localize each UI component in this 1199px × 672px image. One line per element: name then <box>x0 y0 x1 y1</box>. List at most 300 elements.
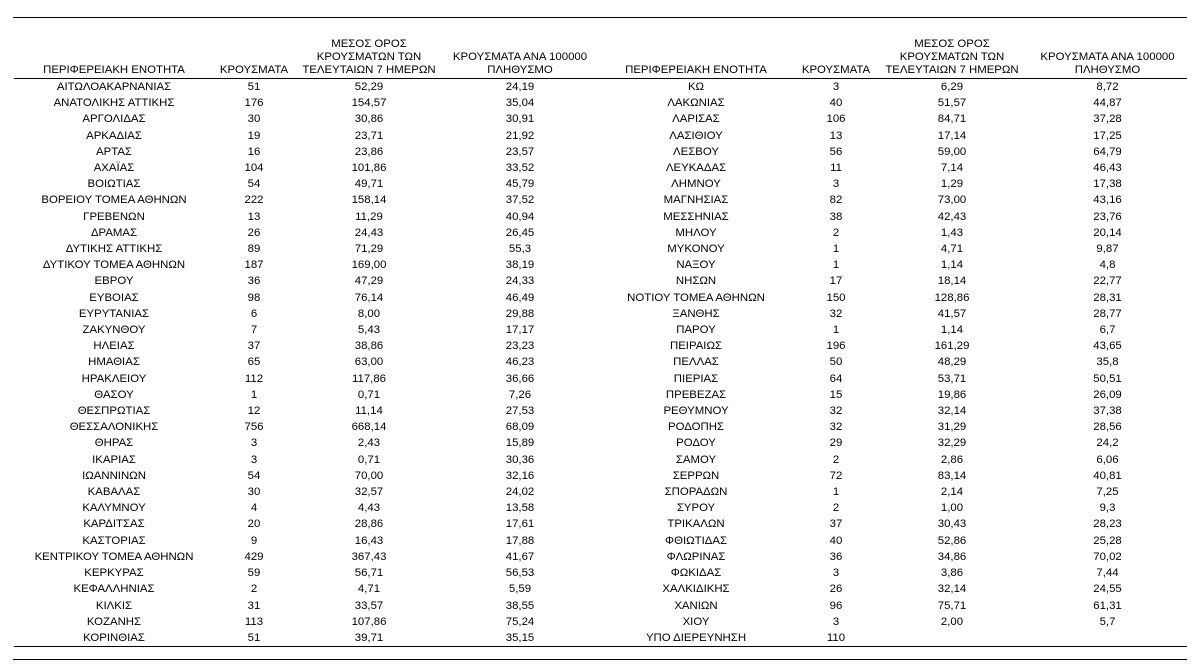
right-cases-cell: 37 <box>829 518 843 531</box>
right-unit-cell: ΠΙΕΡΙΑΣ <box>673 372 719 385</box>
right-per100k-cell: 28,56 <box>1093 421 1122 434</box>
left-per100k-cell: 17,17 <box>505 324 535 337</box>
header-avg-line-1: ΜΕΣΟΣ ΟΡΟΣ <box>914 38 990 50</box>
right-cases-cell: 29 <box>829 437 843 450</box>
left-cases-cell: 89 <box>247 243 261 256</box>
right-avg7-cell: 161,29 <box>934 340 970 353</box>
left-per100k-cell: 27,53 <box>505 405 535 418</box>
left-unit-cell: ΚΟΡΙΝΘΙΑΣ <box>14 630 214 647</box>
left-cases-cell: 187 <box>244 259 264 272</box>
left-cases-cell: 13 <box>247 210 261 223</box>
left-cases-cell: 6 <box>250 307 258 320</box>
left-avg7-cell: 23,71 <box>354 129 384 142</box>
right-per100k-cell: 35,8 <box>1096 356 1119 369</box>
right-avg7-cell: 2,00 <box>940 615 964 628</box>
right-avg7-cell: 32,29 <box>937 437 967 450</box>
right-avg7-cell: 1,29 <box>940 178 964 191</box>
table-row <box>14 128 1187 144</box>
right-per100k-cell: 44,87 <box>1093 97 1122 110</box>
left-unit-cell: ΔΥΤΙΚΟΥ ΤΟΜΕΑ ΑΘΗΝΩΝ <box>42 259 186 272</box>
right-per100k-cell: 9,3 <box>1099 502 1116 515</box>
right-per100k-cell: 70,02 <box>1093 550 1122 563</box>
right-avg7-cell: 32,14 <box>937 583 967 596</box>
left-unit-cell: ΚΕΦΑΛΛΗΝΙΑΣ <box>73 583 155 596</box>
right-unit-cell: ΝΗΣΩΝ <box>675 275 717 288</box>
right-avg7-cell: 48,29 <box>937 356 967 369</box>
left-unit-cell: ΔΥΤΙΚΗΣ ΑΤΤΙΚΗΣ <box>65 243 163 256</box>
left-avg7-cell: 33,57 <box>354 599 384 612</box>
right-cases-cell: 1 <box>832 324 840 337</box>
left-cases-cell: 3 <box>250 437 258 450</box>
left-avg7-cell: 23,86 <box>354 145 384 158</box>
header-per100k-line-2: ΠΛΗΘΥΣΜΟ <box>1074 64 1141 76</box>
left-avg7-cell: 154,57 <box>351 97 387 110</box>
right-unit-cell: ΧΑΛΚΙΔΙΚΗΣ <box>662 583 730 596</box>
left-unit-cell: ΙΚΑΡΙΑΣ <box>92 453 136 466</box>
header-unit-right: ΠΕΡΙΦΕΡΕΙΑΚΗ ΕΝΟΤΗΤΑ <box>596 26 796 79</box>
left-cases-cell: 26 <box>247 226 261 239</box>
left-avg7-cell: 47,29 <box>354 275 384 288</box>
right-unit-cell: ΡΟΔΟΠΗΣ <box>668 421 724 434</box>
left-unit-cell: ΔΡΑΜΑΣ <box>90 226 138 239</box>
left-avg7-cell: 30,86 <box>354 113 384 126</box>
left-cases-cell: 3 <box>250 453 258 466</box>
right-avg7-cell: 1,14 <box>940 259 964 272</box>
left-per100k-cell: 30,91 <box>505 113 535 126</box>
right-avg7-cell: 3,86 <box>940 567 964 580</box>
right-cases-cell: 3 <box>832 567 840 580</box>
right-cases-cell: 40 <box>829 97 843 110</box>
left-avg7-cell: 2,43 <box>357 437 381 450</box>
right-per100k-cell: 20,14 <box>1093 226 1122 239</box>
header-avg-line-3: ΤΕΛΕΥΤΑΙΩΝ 7 ΗΜΕΡΩΝ <box>885 64 1019 76</box>
right-unit-cell: ΧΙΟΥ <box>682 615 710 628</box>
left-unit-cell: ΚΕΡΚΥΡΑΣ <box>84 567 144 580</box>
left-cases-cell: 112 <box>244 372 264 385</box>
table-body <box>14 79 1187 647</box>
right-cases-cell: 2 <box>832 226 840 239</box>
header-unit-left: ΠΕΡΙΦΕΡΕΙΑΚΗ ΕΝΟΤΗΤΑ <box>14 26 214 79</box>
table-row <box>14 581 1187 597</box>
left-avg7-cell: 117,86 <box>352 372 386 385</box>
left-cases-cell: 12 <box>247 405 261 418</box>
header-avg-line-3: ΤΕΛΕΥΤΑΙΩΝ 7 ΗΜΕΡΩΝ <box>302 64 436 76</box>
left-cases-cell: 756 <box>244 421 264 434</box>
table-row <box>14 419 1187 435</box>
left-avg7-cell: 158,14 <box>351 194 387 207</box>
left-unit-cell: ΙΩΑΝΝΙΝΩΝ <box>82 469 146 482</box>
table-row <box>14 144 1187 160</box>
left-unit-cell: ΕΥΡΥΤΑΝΙΑΣ <box>78 307 150 320</box>
left-unit-cell: ΑΡΓΟΛΙΔΑΣ <box>82 113 146 126</box>
left-unit-cell: ΑΝΑΤΟΛΙΚΗΣ ΑΤΤΙΚΗΣ <box>53 97 175 110</box>
table-row <box>14 290 1187 306</box>
left-avg7-cell: 668,14 <box>351 421 387 434</box>
right-unit-cell: ΧΑΝΙΩΝ <box>674 599 718 612</box>
right-unit-cell: ΛΕΣΒΟΥ <box>673 145 719 158</box>
left-per100k-cell: 24,33 <box>505 275 535 288</box>
left-per100k-cell: 36,66 <box>505 372 535 385</box>
left-unit-cell: ΚΑΒΑΛΑΣ <box>87 486 141 499</box>
right-unit-cell: ΚΩ <box>687 81 705 93</box>
left-cases-cell: 54 <box>247 178 261 191</box>
right-unit-cell: ΣΕΡΡΩΝ <box>672 469 720 482</box>
right-per100k-cell: 5,7 <box>1099 615 1116 628</box>
right-avg7-cell: 59,00 <box>937 145 967 158</box>
right-cases-cell: 32 <box>829 307 843 320</box>
left-per100k-cell: 37,52 <box>505 194 535 207</box>
left-per100k-cell: 24,02 <box>505 486 535 499</box>
right-cases-cell: 1 <box>832 259 840 272</box>
right-avg7-cell: 84,71 <box>937 113 967 126</box>
header-per100k-line-2: ΠΛΗΘΥΣΜΟ <box>487 64 553 76</box>
right-unit-cell: ΠΕΛΛΑΣ <box>673 356 719 369</box>
left-per100k-cell: 17,61 <box>505 518 535 531</box>
left-avg7-cell: 8,00 <box>357 307 381 320</box>
table-row <box>14 225 1187 241</box>
left-avg7-cell: 28,86 <box>354 518 384 531</box>
right-unit-cell: ΡΕΘΥΜΝΟΥ <box>663 405 729 418</box>
right-per100k-cell: 7,44 <box>1096 567 1119 580</box>
right-avg7-cell: 75,71 <box>937 599 967 612</box>
left-per100k-cell: 26,45 <box>505 226 535 239</box>
table-row <box>14 484 1187 500</box>
table-row <box>14 176 1187 192</box>
left-avg7-cell: 16,43 <box>354 534 384 547</box>
left-unit-cell: ΒΟΡΕΙΟΥ ΤΟΜΕΑ ΑΘΗΝΩΝ <box>41 194 187 207</box>
table-row <box>14 192 1187 208</box>
left-per100k-cell: 7,26 <box>508 388 532 401</box>
regional-cases-table <box>14 26 1187 647</box>
left-unit-cell: ΑΙΤΩΛΟΑΚΑΡΝΑΝΙΑΣ <box>56 81 172 93</box>
table-row <box>14 306 1187 322</box>
left-avg7-cell: 0,71 <box>357 388 381 401</box>
right-unit-cell: ΡΟΔΟΥ <box>676 437 716 450</box>
left-cases-cell: 9 <box>250 534 258 547</box>
left-avg7-cell: 101,86 <box>351 162 387 175</box>
right-avg7-cell: 6,29 <box>940 81 964 93</box>
right-cases-cell: 72 <box>829 469 843 482</box>
left-avg7-cell: 56,71 <box>354 567 384 580</box>
right-avg7-cell: 1,43 <box>940 226 964 239</box>
table-row <box>14 614 1187 630</box>
right-unit-cell: ΝΟΤΙΟΥ ΤΟΜΕΑ ΑΘΗΝΩΝ <box>627 291 765 304</box>
right-cases-cell: 32 <box>829 405 843 418</box>
left-unit-cell: ΒΟΙΩΤΙΑΣ <box>87 178 141 191</box>
left-avg7-cell: 5,43 <box>357 324 381 337</box>
right-unit-cell: ΣΥΡΟΥ <box>676 502 716 515</box>
left-cases-cell: 19 <box>247 129 261 142</box>
right-cases-cell: 196 <box>826 340 846 353</box>
header-avg-right <box>876 26 1028 79</box>
left-avg7-cell: 63,00 <box>354 356 384 369</box>
left-avg7-cell: 169,00 <box>351 259 387 272</box>
right-cases-cell: 106 <box>826 113 846 126</box>
left-cases-cell: 31 <box>247 599 261 612</box>
right-unit-cell: ΤΡΙΚΑΛΩΝ <box>667 518 725 531</box>
left-avg7-cell: 0,71 <box>357 453 381 466</box>
right-cases-cell: 3 <box>832 178 840 191</box>
right-per100k-cell: 61,31 <box>1093 599 1122 612</box>
left-avg7-cell: 11,14 <box>355 405 383 418</box>
left-avg7-cell: 52,29 <box>354 81 384 93</box>
right-avg7-cell: 18,14 <box>937 275 967 288</box>
right-avg7-cell: 30,43 <box>937 518 967 531</box>
right-avg7-cell: 4,71 <box>940 243 964 256</box>
table-row <box>14 354 1187 370</box>
right-unit-cell: ΥΠΟ ΔΙΕΡΕΥΝΗΣΗ <box>596 630 796 647</box>
right-unit-cell: ΛΑΡΙΣΑΣ <box>672 113 720 126</box>
right-cases-cell: 17 <box>829 275 843 288</box>
right-unit-cell: ΜΕΣΣΗΝΙΑΣ <box>663 210 729 223</box>
right-per100k-cell: 43,65 <box>1093 340 1122 353</box>
table-row <box>14 500 1187 516</box>
right-avg7-cell: 7,14 <box>940 162 964 175</box>
right-avg7-cell: 2,86 <box>940 453 964 466</box>
right-unit-cell: ΝΑΞΟΥ <box>676 259 716 272</box>
right-cases-cell: 3 <box>832 81 840 93</box>
left-per100k-cell: 21,92 <box>505 129 535 142</box>
right-unit-cell: ΠΑΡΟΥ <box>676 324 716 337</box>
right-unit-cell: ΣΑΜΟΥ <box>675 453 717 466</box>
right-per100k-cell: 28,77 <box>1093 307 1122 320</box>
right-cases-cell: 1 <box>832 243 840 256</box>
table-row <box>14 533 1187 549</box>
left-per100k-cell: 5,59 <box>508 583 532 596</box>
right-per100k-cell: 24,55 <box>1093 583 1122 596</box>
right-per100k-cell <box>1028 630 1187 647</box>
bottom-rule <box>13 659 1187 660</box>
top-rule <box>13 17 1187 18</box>
left-unit-cell: ΑΧΑΪΑΣ <box>93 162 135 175</box>
header-per100k-line-1: ΚΡΟΥΣΜΑΤΑ ΑΝΑ 100000 <box>1040 51 1175 63</box>
header-per100k-line-1: ΚΡΟΥΣΜΑΤΑ ΑΝΑ 100000 <box>452 51 588 63</box>
left-cases-cell: 37 <box>247 340 261 353</box>
table-row <box>14 435 1187 451</box>
right-per100k-cell: 6,7 <box>1099 324 1116 337</box>
right-per100k-cell: 28,31 <box>1093 291 1122 304</box>
right-per100k-cell: 28,23 <box>1093 518 1122 531</box>
left-unit-cell: ΗΡΑΚΛΕΙΟΥ <box>81 372 147 385</box>
left-per100k-cell: 45,79 <box>505 178 535 191</box>
left-unit-cell: ΕΒΡΟΥ <box>94 275 134 288</box>
header-cases-left: ΚΡΟΥΣΜΑΤΑ <box>214 26 294 79</box>
right-cases-cell: 110 <box>796 630 876 647</box>
right-avg7-cell: 2,14 <box>940 486 964 499</box>
right-cases-cell: 150 <box>826 291 846 304</box>
right-unit-cell: ΦΩΚΙΔΑΣ <box>670 567 722 580</box>
right-unit-cell: ΛΕΥΚΑΔΑΣ <box>665 162 727 175</box>
left-avg7-cell: 71,29 <box>354 243 384 256</box>
left-per100k-cell: 38,19 <box>505 259 535 272</box>
right-unit-cell: ΛΗΜΝΟΥ <box>671 178 721 191</box>
left-per100k-cell: 35,15 <box>444 630 596 647</box>
left-unit-cell: ΖΑΚΥΝΘΟΥ <box>82 324 146 337</box>
right-avg7-cell: 34,86 <box>937 550 967 563</box>
right-avg7-cell: 51,57 <box>937 97 967 110</box>
left-per100k-cell: 24,19 <box>505 81 535 93</box>
right-unit-cell: ΜΗΛΟΥ <box>675 226 717 239</box>
right-unit-cell: ΛΑΚΩΝΙΑΣ <box>667 97 725 110</box>
right-avg7-cell: 52,86 <box>937 534 967 547</box>
left-cases-cell: 2 <box>250 583 258 596</box>
left-per100k-cell: 41,67 <box>505 550 535 563</box>
table-row <box>14 516 1187 532</box>
left-avg7-cell: 38,86 <box>354 340 384 353</box>
right-unit-cell: ΦΛΩΡΙΝΑΣ <box>666 550 726 563</box>
right-unit-cell: ΠΡΕΒΕΖΑΣ <box>665 388 727 401</box>
left-unit-cell: ΘΗΡΑΣ <box>94 437 134 450</box>
left-unit-cell: ΚΙΛΚΙΣ <box>95 599 133 612</box>
table-row <box>14 387 1187 403</box>
left-unit-cell: ΑΡΤΑΣ <box>96 145 132 158</box>
left-per100k-cell: 23,57 <box>505 145 535 158</box>
left-unit-cell: ΚΑΣΤΟΡΙΑΣ <box>82 534 146 547</box>
left-avg7-cell: 49,71 <box>354 178 384 191</box>
right-avg7-cell: 128,86 <box>934 291 970 304</box>
table-row <box>14 338 1187 354</box>
right-avg7-cell: 41,57 <box>937 307 967 320</box>
left-unit-cell: ΓΡΕΒΕΝΩΝ <box>83 210 145 223</box>
table-row <box>14 403 1187 419</box>
right-per100k-cell: 9,87 <box>1096 243 1119 256</box>
right-per100k-cell: 25,28 <box>1093 534 1122 547</box>
left-per100k-cell: 13,58 <box>505 502 535 515</box>
left-unit-cell: ΚΟΖΑΝΗΣ <box>86 615 142 628</box>
right-cases-cell: 11 <box>830 162 842 175</box>
left-per100k-cell: 29,88 <box>505 307 535 320</box>
right-cases-cell: 36 <box>829 550 843 563</box>
right-cases-cell: 64 <box>829 372 843 385</box>
left-cases-cell: 54 <box>247 469 261 482</box>
header-avg-left <box>294 26 444 79</box>
left-cases-cell: 30 <box>247 486 261 499</box>
right-cases-cell: 38 <box>829 210 843 223</box>
left-unit-cell: ΘΕΣΣΑΛΟΝΙΚΗΣ <box>69 421 159 434</box>
right-per100k-cell: 37,38 <box>1093 405 1122 418</box>
left-per100k-cell: 38,55 <box>505 599 535 612</box>
left-avg7-cell: 4,43 <box>357 502 381 515</box>
right-per100k-cell: 26,09 <box>1093 388 1122 401</box>
right-unit-cell: ΜΥΚΟΝΟΥ <box>667 243 725 256</box>
left-avg7-cell: 70,00 <box>354 469 384 482</box>
right-per100k-cell: 7,25 <box>1096 486 1119 499</box>
right-avg7-cell: 73,00 <box>937 194 967 207</box>
left-per100k-cell: 40,94 <box>505 210 535 223</box>
right-avg7-cell: 19,86 <box>937 388 967 401</box>
left-cases-cell: 222 <box>244 194 264 207</box>
left-avg7-cell: 24,43 <box>354 226 384 239</box>
left-cases-cell: 176 <box>244 97 264 110</box>
left-avg7-cell: 32,57 <box>354 486 384 499</box>
table-row <box>14 111 1187 127</box>
table-row <box>14 468 1187 484</box>
right-unit-cell: ΦΘΙΩΤΙΔΑΣ <box>665 534 727 547</box>
left-cases-cell: 1 <box>250 388 258 401</box>
left-per100k-cell: 32,16 <box>505 469 535 482</box>
right-cases-cell: 82 <box>829 194 843 207</box>
left-cases-cell: 51 <box>214 630 294 647</box>
right-unit-cell: ΠΕΙΡΑΙΩΣ <box>669 340 723 353</box>
right-per100k-cell: 50,51 <box>1093 372 1122 385</box>
right-per100k-cell: 46,43 <box>1093 162 1122 175</box>
left-cases-cell: 51 <box>247 81 261 93</box>
right-per100k-cell: 24,2 <box>1096 437 1119 450</box>
right-cases-cell: 3 <box>832 615 840 628</box>
left-unit-cell: ΗΜΑΘΙΑΣ <box>88 356 140 369</box>
table-row <box>14 371 1187 387</box>
right-unit-cell: ΞΑΝΘΗΣ <box>672 307 720 320</box>
left-unit-cell: ΕΥΒΟΙΑΣ <box>89 291 139 304</box>
left-avg7-cell: 11,29 <box>355 210 383 223</box>
table-row <box>14 322 1187 338</box>
right-per100k-cell: 17,25 <box>1093 129 1122 142</box>
left-per100k-cell: 55,3 <box>508 243 532 256</box>
right-cases-cell: 56 <box>829 145 843 158</box>
header-cases-right: ΚΡΟΥΣΜΑΤΑ <box>796 26 876 79</box>
right-avg7-cell: 42,43 <box>937 210 967 223</box>
table-row <box>14 630 1187 647</box>
right-per100k-cell: 40,81 <box>1093 469 1122 482</box>
right-cases-cell: 1 <box>832 486 840 499</box>
table-row <box>14 209 1187 225</box>
left-unit-cell: ΑΡΚΑΔΙΑΣ <box>86 129 142 142</box>
left-avg7-cell: 39,71 <box>294 630 444 647</box>
right-per100k-cell: 43,16 <box>1093 194 1122 207</box>
right-per100k-cell: 17,38 <box>1093 178 1122 191</box>
left-per100k-cell: 68,09 <box>505 421 535 434</box>
left-avg7-cell: 107,86 <box>351 615 387 628</box>
left-per100k-cell: 46,23 <box>505 356 535 369</box>
left-unit-cell: ΚΑΛΥΜΝΟΥ <box>82 502 146 515</box>
right-avg7-cell: 1,14 <box>940 324 964 337</box>
right-cases-cell: 2 <box>832 502 840 515</box>
left-unit-cell: ΗΛΕΙΑΣ <box>93 340 135 353</box>
table-row <box>14 241 1187 257</box>
table-row <box>14 273 1187 289</box>
table-row <box>14 549 1187 565</box>
left-cases-cell: 30 <box>247 113 261 126</box>
left-per100k-cell: 17,88 <box>505 534 535 547</box>
table-row <box>14 452 1187 468</box>
left-cases-cell: 4 <box>250 502 258 515</box>
left-avg7-cell: 4,71 <box>357 583 381 596</box>
right-per100k-cell: 4,8 <box>1099 259 1116 272</box>
right-per100k-cell: 22,77 <box>1093 275 1122 288</box>
left-cases-cell: 16 <box>247 145 261 158</box>
right-cases-cell: 26 <box>829 583 843 596</box>
left-per100k-cell: 46,49 <box>505 291 535 304</box>
left-cases-cell: 113 <box>244 615 264 628</box>
right-per100k-cell: 8,72 <box>1096 81 1119 93</box>
header-per100k-right <box>1028 26 1187 79</box>
left-per100k-cell: 35,04 <box>505 97 535 110</box>
left-cases-cell: 429 <box>244 550 264 563</box>
right-per100k-cell: 6,06 <box>1096 453 1119 466</box>
table-row <box>14 160 1187 176</box>
right-avg7-cell: 83,14 <box>937 469 967 482</box>
header-avg-line-2: ΚΡΟΥΣΜΑΤΩΝ ΤΩΝ <box>316 51 422 63</box>
table-row <box>14 565 1187 581</box>
header-per100k-left <box>444 26 596 79</box>
header-avg-line-1: ΜΕΣΟΣ ΟΡΟΣ <box>331 38 407 50</box>
left-unit-cell: ΘΕΣΠΡΩΤΙΑΣ <box>77 405 151 418</box>
right-cases-cell: 13 <box>829 129 843 142</box>
right-cases-cell: 15 <box>829 388 843 401</box>
left-per100k-cell: 33,52 <box>505 162 535 175</box>
right-per100k-cell: 23,76 <box>1093 210 1122 223</box>
right-avg7-cell: 17,14 <box>937 129 967 142</box>
